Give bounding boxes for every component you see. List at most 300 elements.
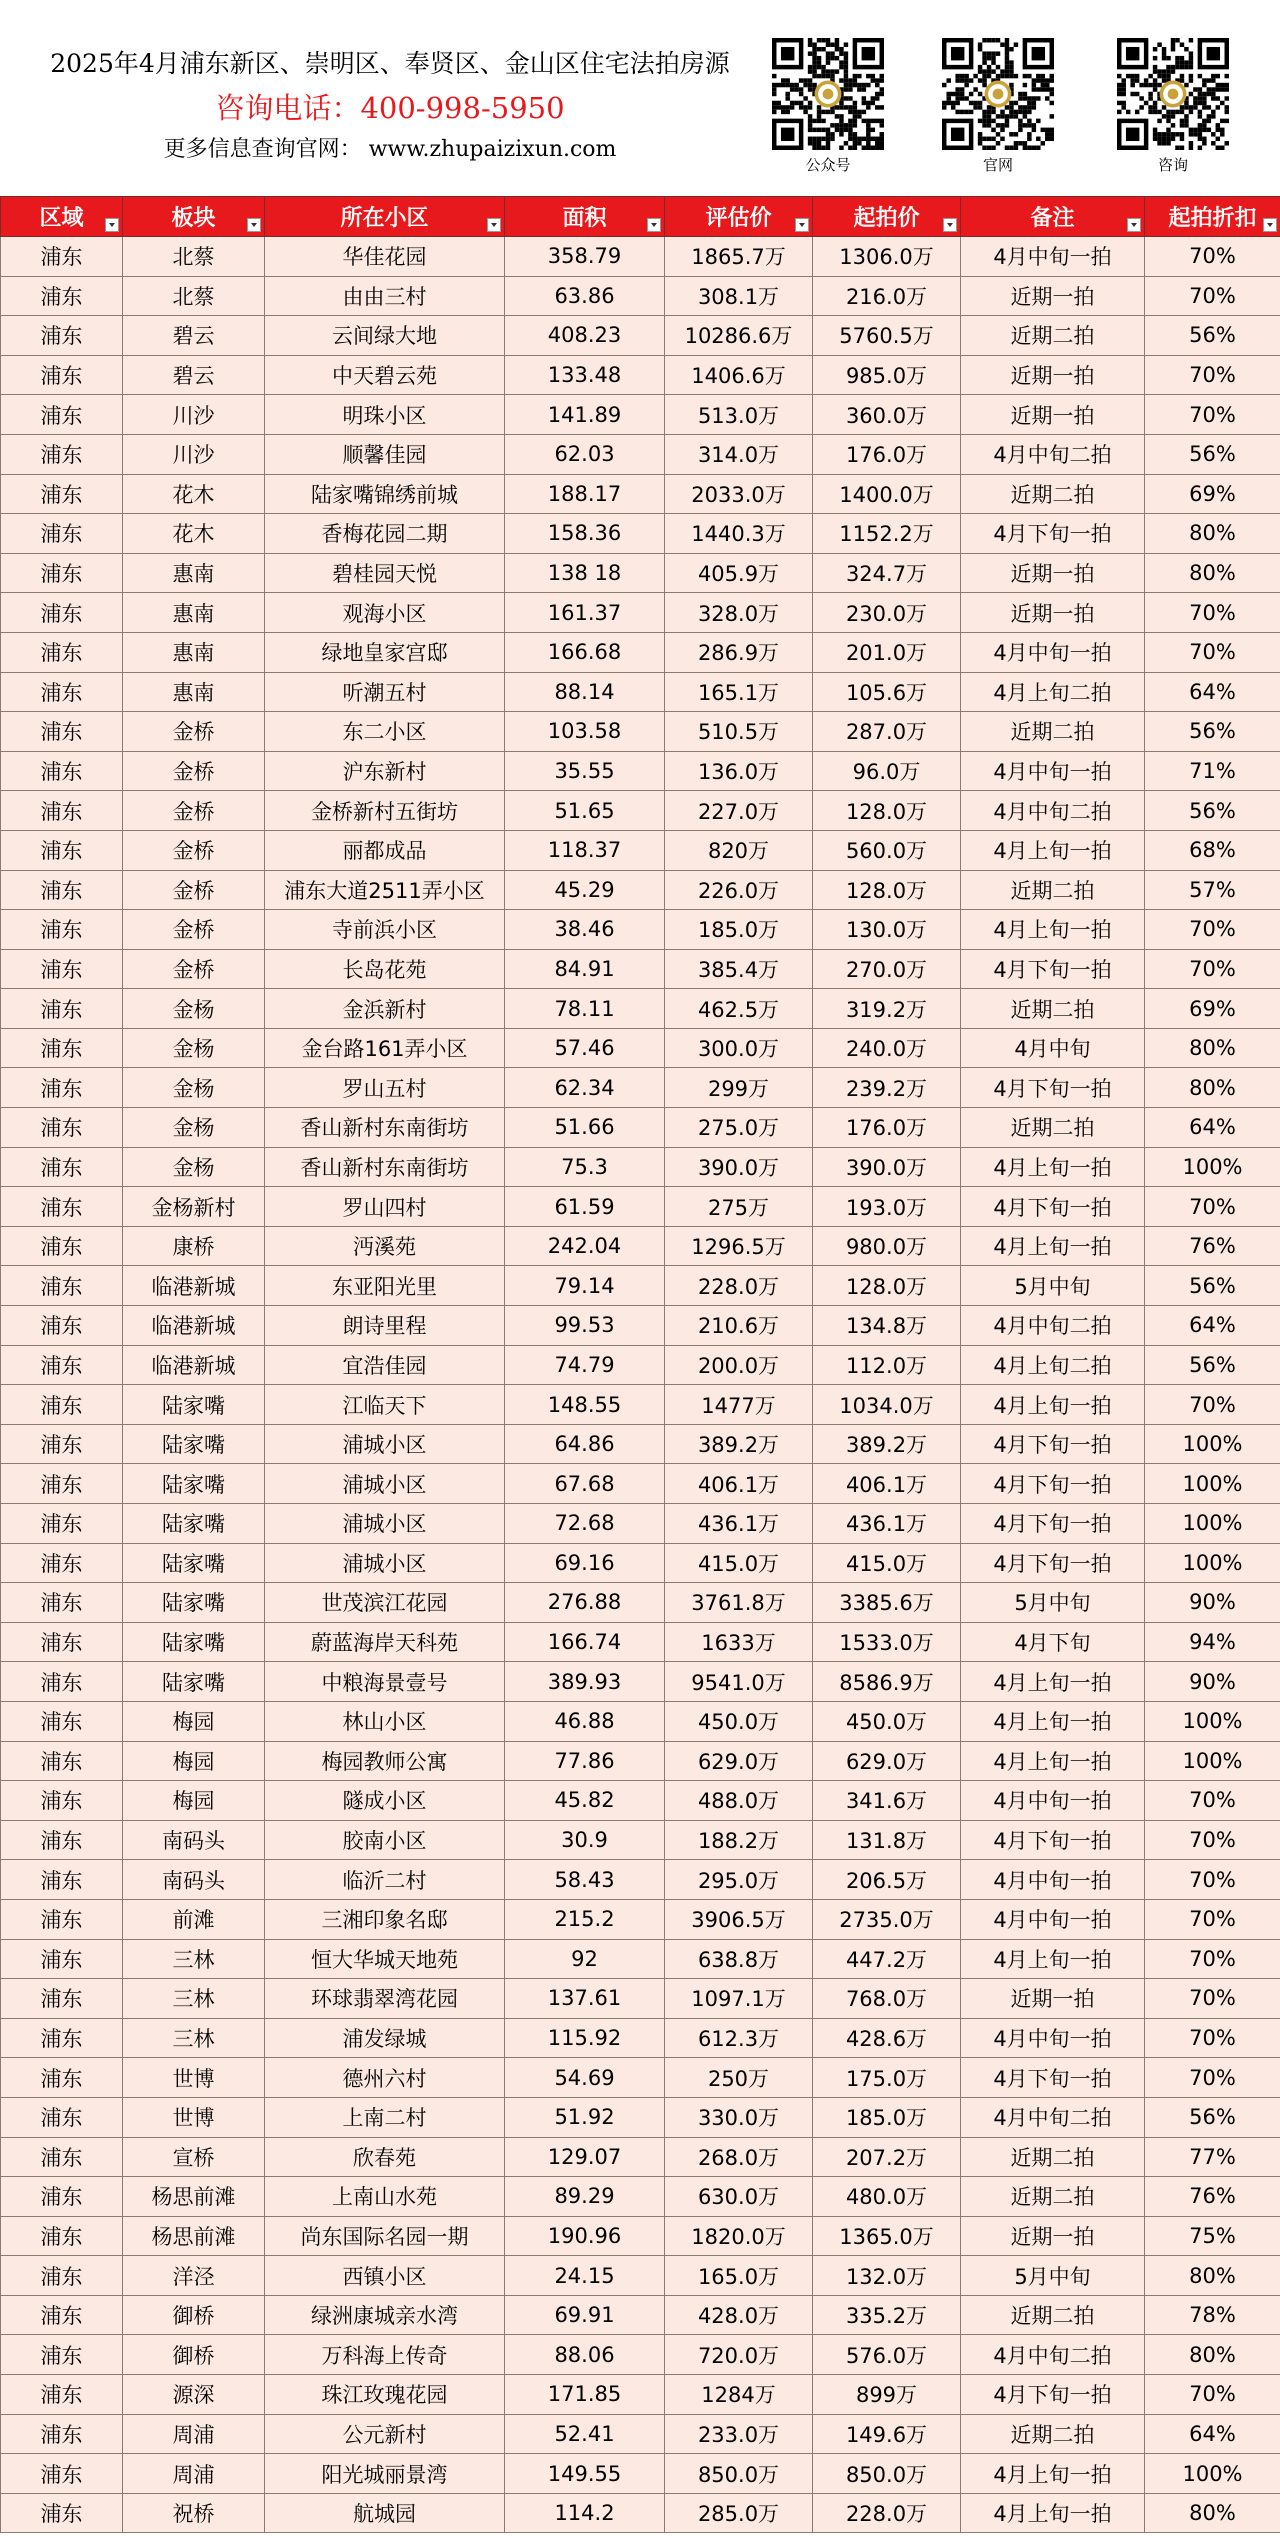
cell-note: 近期二拍 xyxy=(961,2295,1145,2335)
cell-community: 浦发绿城 xyxy=(265,2018,505,2058)
cell-size: 188.17 xyxy=(505,474,665,514)
cell-size: 45.82 xyxy=(505,1781,665,1821)
cell-note: 4月中旬 xyxy=(961,1028,1145,1068)
cell-appraisal: 1633万 xyxy=(665,1622,813,1662)
filter-dropdown-icon[interactable] xyxy=(105,218,119,232)
filter-dropdown-icon[interactable] xyxy=(1127,218,1141,232)
cell-area: 金桥 xyxy=(123,751,265,791)
cell-note: 近期二拍 xyxy=(961,2137,1145,2177)
column-header[interactable] xyxy=(961,197,1145,237)
cell-note: 4月中旬一拍 xyxy=(961,632,1145,672)
cell-start-price: 1365.0万 xyxy=(813,2216,961,2256)
filter-dropdown-icon[interactable] xyxy=(647,218,661,232)
cell-community: 阳光城丽景湾 xyxy=(265,2454,505,2494)
cell-note: 4月下旬 xyxy=(961,1622,1145,1662)
table-row[interactable] xyxy=(1,514,1280,554)
cell-community: 寺前浜小区 xyxy=(265,910,505,950)
cell-community: 梅园教师公寓 xyxy=(265,1741,505,1781)
cell-start-price: 130.0万 xyxy=(813,910,961,950)
cell-start-price: 415.0万 xyxy=(813,1543,961,1583)
cell-size: 52.41 xyxy=(505,2414,665,2454)
table-row[interactable] xyxy=(1,1939,1280,1979)
cell-note: 4月上旬一拍 xyxy=(961,910,1145,950)
cell-appraisal: 300.0万 xyxy=(665,1028,813,1068)
table-row[interactable] xyxy=(1,712,1280,752)
cell-district: 浦东 xyxy=(1,2414,123,2454)
table-row[interactable] xyxy=(1,830,1280,870)
cell-discount: 80% xyxy=(1145,553,1280,593)
cell-community: 宜浩佳园 xyxy=(265,1345,505,1385)
cell-discount: 70% xyxy=(1145,395,1280,435)
cell-area: 金杨 xyxy=(123,1068,265,1108)
table-row[interactable] xyxy=(1,672,1280,712)
cell-discount: 70% xyxy=(1145,1187,1280,1227)
cell-discount: 78% xyxy=(1145,2295,1280,2335)
cell-size: 148.55 xyxy=(505,1385,665,1425)
table-body xyxy=(1,237,1280,2533)
cell-community: 华佳花园 xyxy=(265,237,505,277)
cell-appraisal: 488.0万 xyxy=(665,1781,813,1821)
cell-area: 陆家嘴 xyxy=(123,1504,265,1544)
filter-dropdown-icon[interactable] xyxy=(487,218,501,232)
column-header[interactable] xyxy=(123,197,265,237)
cell-discount: 90% xyxy=(1145,1583,1280,1623)
cell-area: 三林 xyxy=(123,2018,265,2058)
cell-area: 陆家嘴 xyxy=(123,1385,265,1425)
cell-appraisal: 185.0万 xyxy=(665,910,813,950)
table-row[interactable] xyxy=(1,2295,1280,2335)
cell-size: 78.11 xyxy=(505,989,665,1029)
cell-start-price: 436.1万 xyxy=(813,1504,961,1544)
table-row[interactable] xyxy=(1,1226,1280,1266)
table-header-row xyxy=(1,197,1280,237)
cell-note: 4月下旬一拍 xyxy=(961,1068,1145,1108)
cell-size: 166.68 xyxy=(505,632,665,672)
cell-discount: 90% xyxy=(1145,1662,1280,1702)
table-row[interactable] xyxy=(1,2493,1280,2533)
cell-start-price: 240.0万 xyxy=(813,1028,961,1068)
cell-appraisal: 10286.6万 xyxy=(665,316,813,356)
cell-start-price: 105.6万 xyxy=(813,672,961,712)
table-row[interactable] xyxy=(1,632,1280,672)
cell-community: 浦城小区 xyxy=(265,1543,505,1583)
cell-district: 浦东 xyxy=(1,751,123,791)
cell-start-price: 480.0万 xyxy=(813,2177,961,2217)
table-row[interactable] xyxy=(1,1543,1280,1583)
cell-note: 近期一拍 xyxy=(961,355,1145,395)
cell-appraisal: 630.0万 xyxy=(665,2177,813,2217)
cell-community: 观海小区 xyxy=(265,593,505,633)
cell-district: 浦东 xyxy=(1,1979,123,2019)
table-row[interactable] xyxy=(1,2256,1280,2296)
cell-discount: 80% xyxy=(1145,2493,1280,2533)
table-row[interactable] xyxy=(1,2018,1280,2058)
cell-area: 南码头 xyxy=(123,1860,265,1900)
cell-note: 4月下旬一拍 xyxy=(961,949,1145,989)
cell-discount: 80% xyxy=(1145,1028,1280,1068)
cell-appraisal: 1284万 xyxy=(665,2375,813,2415)
cell-appraisal: 314.0万 xyxy=(665,434,813,474)
cell-discount: 100% xyxy=(1145,1147,1280,1187)
cell-district: 浦东 xyxy=(1,2137,123,2177)
table-row[interactable] xyxy=(1,474,1280,514)
cell-area: 川沙 xyxy=(123,395,265,435)
cell-appraisal: 820万 xyxy=(665,830,813,870)
qr-caption: 公众号 xyxy=(805,156,851,174)
qr-caption: 官网 xyxy=(982,156,1013,174)
cell-start-price: 216.0万 xyxy=(813,276,961,316)
cell-size: 358.79 xyxy=(505,237,665,277)
column-header-label: 所在小区 xyxy=(340,206,429,231)
table-row[interactable] xyxy=(1,1899,1280,1939)
cell-start-price: 128.0万 xyxy=(813,870,961,910)
cell-note: 4月上旬一拍 xyxy=(961,1662,1145,1702)
cell-district: 浦东 xyxy=(1,2177,123,2217)
cell-district: 浦东 xyxy=(1,791,123,831)
cell-discount: 70% xyxy=(1145,949,1280,989)
cell-area: 临港新城 xyxy=(123,1306,265,1346)
cell-community: 绿地皇家宫邸 xyxy=(265,632,505,672)
cell-district: 浦东 xyxy=(1,1899,123,1939)
cell-size: 99.53 xyxy=(505,1306,665,1346)
cell-area: 惠南 xyxy=(123,632,265,672)
cell-discount: 70% xyxy=(1145,2018,1280,2058)
cell-district: 浦东 xyxy=(1,434,123,474)
cell-discount: 56% xyxy=(1145,1345,1280,1385)
table-row[interactable] xyxy=(1,1028,1280,1068)
cell-start-price: 193.0万 xyxy=(813,1187,961,1227)
cell-start-price: 1152.2万 xyxy=(813,514,961,554)
cell-appraisal: 285.0万 xyxy=(665,2493,813,2533)
cell-note: 4月上旬二拍 xyxy=(961,1345,1145,1385)
table-row[interactable] xyxy=(1,1306,1280,1346)
cell-discount: 70% xyxy=(1145,632,1280,672)
table-row[interactable] xyxy=(1,2216,1280,2256)
cell-discount: 70% xyxy=(1145,1939,1280,1979)
cell-district: 浦东 xyxy=(1,395,123,435)
cell-area: 梅园 xyxy=(123,1741,265,1781)
cell-note: 4月中旬二拍 xyxy=(961,791,1145,831)
cell-appraisal: 165.1万 xyxy=(665,672,813,712)
cell-appraisal: 250万 xyxy=(665,2058,813,2098)
cell-start-price: 390.0万 xyxy=(813,1147,961,1187)
table-row[interactable] xyxy=(1,1622,1280,1662)
table-row[interactable] xyxy=(1,1741,1280,1781)
cell-start-price: 1400.0万 xyxy=(813,474,961,514)
cell-community: 香山新村东南街坊 xyxy=(265,1147,505,1187)
cell-area: 源深 xyxy=(123,2375,265,2415)
table-row[interactable] xyxy=(1,791,1280,831)
cell-appraisal: 436.1万 xyxy=(665,1504,813,1544)
cell-start-price: 149.6万 xyxy=(813,2414,961,2454)
cell-appraisal: 299万 xyxy=(665,1068,813,1108)
qr-consult[interactable] xyxy=(1117,38,1229,175)
column-header[interactable] xyxy=(665,197,813,237)
cell-community: 金桥新村五街坊 xyxy=(265,791,505,831)
cell-community: 德州六村 xyxy=(265,2058,505,2098)
cell-appraisal: 275.0万 xyxy=(665,1108,813,1148)
cell-community: 顺馨佳园 xyxy=(265,434,505,474)
cell-community: 云间绿大地 xyxy=(265,316,505,356)
cell-start-price: 228.0万 xyxy=(813,2493,961,2533)
cell-start-price: 176.0万 xyxy=(813,434,961,474)
cell-size: 161.37 xyxy=(505,593,665,633)
cell-note: 4月上旬一拍 xyxy=(961,2493,1145,2533)
cell-note: 4月下旬一拍 xyxy=(961,1820,1145,1860)
cell-community: 明珠小区 xyxy=(265,395,505,435)
table-row[interactable] xyxy=(1,870,1280,910)
cell-discount: 70% xyxy=(1145,1979,1280,2019)
cell-size: 69.16 xyxy=(505,1543,665,1583)
cell-discount: 70% xyxy=(1145,1860,1280,1900)
column-header-label: 板块 xyxy=(171,206,216,231)
table-row[interactable] xyxy=(1,1781,1280,1821)
cell-size: 141.89 xyxy=(505,395,665,435)
cell-start-price: 850.0万 xyxy=(813,2454,961,2494)
cell-appraisal: 210.6万 xyxy=(665,1306,813,1346)
table-row[interactable] xyxy=(1,910,1280,950)
cell-size: 88.14 xyxy=(505,672,665,712)
table-row[interactable] xyxy=(1,237,1280,277)
table-row[interactable] xyxy=(1,395,1280,435)
table-row[interactable] xyxy=(1,1108,1280,1148)
cell-size: 35.55 xyxy=(505,751,665,791)
table-row[interactable] xyxy=(1,2177,1280,2217)
cell-note: 4月上旬一拍 xyxy=(961,830,1145,870)
table-row[interactable] xyxy=(1,751,1280,791)
cell-district: 浦东 xyxy=(1,1464,123,1504)
table-row[interactable] xyxy=(1,989,1280,1029)
cell-district: 浦东 xyxy=(1,2335,123,2375)
table-row[interactable] xyxy=(1,1860,1280,1900)
table-row[interactable] xyxy=(1,1583,1280,1623)
cell-start-price: 1034.0万 xyxy=(813,1385,961,1425)
table-row[interactable] xyxy=(1,2375,1280,2415)
cell-size: 92 xyxy=(505,1939,665,1979)
column-header[interactable] xyxy=(813,197,961,237)
table-row[interactable] xyxy=(1,1504,1280,1544)
cell-start-price: 287.0万 xyxy=(813,712,961,752)
cell-community: 香梅花园二期 xyxy=(265,514,505,554)
cell-district: 浦东 xyxy=(1,553,123,593)
table-row[interactable] xyxy=(1,1424,1280,1464)
cell-size: 88.06 xyxy=(505,2335,665,2375)
cell-discount: 80% xyxy=(1145,514,1280,554)
cell-discount: 70% xyxy=(1145,355,1280,395)
cell-area: 陆家嘴 xyxy=(123,1464,265,1504)
cell-discount: 56% xyxy=(1145,712,1280,752)
cell-community: 公元新村 xyxy=(265,2414,505,2454)
cell-discount: 56% xyxy=(1145,434,1280,474)
cell-district: 浦东 xyxy=(1,2097,123,2137)
cell-area: 金桥 xyxy=(123,870,265,910)
cell-district: 浦东 xyxy=(1,355,123,395)
filter-dropdown-icon[interactable] xyxy=(943,218,957,232)
table-row[interactable] xyxy=(1,1187,1280,1227)
cell-district: 浦东 xyxy=(1,1226,123,1266)
filter-dropdown-icon[interactable] xyxy=(1263,218,1277,232)
cell-size: 103.58 xyxy=(505,712,665,752)
cell-appraisal: 406.1万 xyxy=(665,1464,813,1504)
cell-start-price: 207.2万 xyxy=(813,2137,961,2177)
cell-appraisal: 720.0万 xyxy=(665,2335,813,2375)
column-header[interactable] xyxy=(1,197,123,237)
cell-start-price: 128.0万 xyxy=(813,791,961,831)
cell-district: 浦东 xyxy=(1,1345,123,1385)
cell-appraisal: 462.5万 xyxy=(665,989,813,1029)
table-row[interactable] xyxy=(1,1266,1280,1306)
table-row[interactable] xyxy=(1,2454,1280,2494)
table-row[interactable] xyxy=(1,1820,1280,1860)
table-row[interactable] xyxy=(1,2097,1280,2137)
column-header-label: 起拍价 xyxy=(853,206,920,231)
cell-note: 近期二拍 xyxy=(961,2414,1145,2454)
cell-area: 陆家嘴 xyxy=(123,1583,265,1623)
cell-note: 4月上旬一拍 xyxy=(961,1741,1145,1781)
cell-appraisal: 1406.6万 xyxy=(665,355,813,395)
cell-size: 118.37 xyxy=(505,830,665,870)
cell-district: 浦东 xyxy=(1,2295,123,2335)
cell-appraisal: 612.3万 xyxy=(665,2018,813,2058)
cell-start-price: 335.2万 xyxy=(813,2295,961,2335)
cell-area: 惠南 xyxy=(123,672,265,712)
cell-district: 浦东 xyxy=(1,910,123,950)
cell-start-price: 176.0万 xyxy=(813,1108,961,1148)
cell-start-price: 389.2万 xyxy=(813,1424,961,1464)
cell-area: 临港新城 xyxy=(123,1345,265,1385)
cell-start-price: 96.0万 xyxy=(813,751,961,791)
cell-discount: 76% xyxy=(1145,2177,1280,2217)
cell-area: 周浦 xyxy=(123,2454,265,2494)
cell-start-price: 2735.0万 xyxy=(813,1899,961,1939)
cell-appraisal: 227.0万 xyxy=(665,791,813,831)
cell-area: 金桥 xyxy=(123,830,265,870)
cell-discount: 80% xyxy=(1145,1068,1280,1108)
column-header[interactable] xyxy=(1145,197,1280,237)
table-row[interactable] xyxy=(1,593,1280,633)
cell-district: 浦东 xyxy=(1,1543,123,1583)
cell-appraisal: 1820.0万 xyxy=(665,2216,813,2256)
cell-note: 4月中旬一拍 xyxy=(961,2018,1145,2058)
cell-size: 129.07 xyxy=(505,2137,665,2177)
cell-note: 4月中旬一拍 xyxy=(961,237,1145,277)
cell-community: 三湘印象名邸 xyxy=(265,1899,505,1939)
cell-community: 朗诗里程 xyxy=(265,1306,505,1346)
cell-community: 绿洲康城亲水湾 xyxy=(265,2295,505,2335)
table-row[interactable] xyxy=(1,2335,1280,2375)
filter-dropdown-icon[interactable] xyxy=(247,218,261,232)
qr-website[interactable] xyxy=(942,38,1054,175)
table-row[interactable] xyxy=(1,1147,1280,1187)
cell-note: 4月上旬一拍 xyxy=(961,1385,1145,1425)
table-row[interactable] xyxy=(1,316,1280,356)
cell-note: 4月下旬一拍 xyxy=(961,1464,1145,1504)
cell-start-price: 230.0万 xyxy=(813,593,961,633)
table-row[interactable] xyxy=(1,2414,1280,2454)
cell-district: 浦东 xyxy=(1,830,123,870)
table-row[interactable] xyxy=(1,1464,1280,1504)
cell-discount: 94% xyxy=(1145,1622,1280,1662)
table-row[interactable] xyxy=(1,949,1280,989)
cell-start-price: 175.0万 xyxy=(813,2058,961,2098)
cell-community: 航城园 xyxy=(265,2493,505,2533)
table-row[interactable] xyxy=(1,2137,1280,2177)
column-header[interactable] xyxy=(265,197,505,237)
cell-district: 浦东 xyxy=(1,1701,123,1741)
cell-appraisal: 200.0万 xyxy=(665,1345,813,1385)
cell-size: 84.91 xyxy=(505,949,665,989)
qr-wechat[interactable] xyxy=(772,38,884,175)
cell-discount: 100% xyxy=(1145,1424,1280,1464)
cell-note: 4月中旬一拍 xyxy=(961,1860,1145,1900)
cell-community: 金浜新村 xyxy=(265,989,505,1029)
cell-note: 4月下旬一拍 xyxy=(961,2058,1145,2098)
cell-size: 115.92 xyxy=(505,2018,665,2058)
table-row[interactable] xyxy=(1,1345,1280,1385)
cell-note: 近期一拍 xyxy=(961,2216,1145,2256)
table-row[interactable] xyxy=(1,2058,1280,2098)
cell-appraisal: 328.0万 xyxy=(665,593,813,633)
cell-start-price: 576.0万 xyxy=(813,2335,961,2375)
cell-community: 听潮五村 xyxy=(265,672,505,712)
table-row[interactable] xyxy=(1,1662,1280,1702)
cell-start-price: 985.0万 xyxy=(813,355,961,395)
cell-community: 东二小区 xyxy=(265,712,505,752)
cell-size: 63.86 xyxy=(505,276,665,316)
cell-area: 洋泾 xyxy=(123,2256,265,2296)
cell-community: 隧成小区 xyxy=(265,1781,505,1821)
cell-note: 4月中旬一拍 xyxy=(961,751,1145,791)
cell-size: 389.93 xyxy=(505,1662,665,1702)
cell-size: 62.03 xyxy=(505,434,665,474)
cell-appraisal: 228.0万 xyxy=(665,1266,813,1306)
table-row[interactable] xyxy=(1,1068,1280,1108)
cell-community: 西镇小区 xyxy=(265,2256,505,2296)
column-header-label: 区域 xyxy=(39,206,84,231)
table-row[interactable] xyxy=(1,276,1280,316)
cell-appraisal: 1865.7万 xyxy=(665,237,813,277)
cell-area: 陆家嘴 xyxy=(123,1662,265,1702)
table-row[interactable] xyxy=(1,553,1280,593)
table-row[interactable] xyxy=(1,1701,1280,1741)
cell-note: 4月下旬一拍 xyxy=(961,1187,1145,1227)
table-row[interactable] xyxy=(1,1385,1280,1425)
cell-size: 69.91 xyxy=(505,2295,665,2335)
cell-appraisal: 268.0万 xyxy=(665,2137,813,2177)
cell-note: 近期一拍 xyxy=(961,395,1145,435)
table-row[interactable] xyxy=(1,1979,1280,2019)
cell-community: 尚东国际名园一期 xyxy=(265,2216,505,2256)
cell-size: 166.74 xyxy=(505,1622,665,1662)
cell-discount: 100% xyxy=(1145,2454,1280,2494)
cell-size: 242.04 xyxy=(505,1226,665,1266)
cell-area: 陆家嘴 xyxy=(123,1543,265,1583)
cell-note: 4月中旬二拍 xyxy=(961,2097,1145,2137)
cell-note: 4月上旬一拍 xyxy=(961,1939,1145,1979)
cell-start-price: 319.2万 xyxy=(813,989,961,1029)
cell-district: 浦东 xyxy=(1,632,123,672)
column-header[interactable] xyxy=(505,197,665,237)
cell-note: 近期二拍 xyxy=(961,2177,1145,2217)
cell-discount: 56% xyxy=(1145,791,1280,831)
cell-district: 浦东 xyxy=(1,2058,123,2098)
table-row[interactable] xyxy=(1,355,1280,395)
filter-dropdown-icon[interactable] xyxy=(795,218,809,232)
cell-district: 浦东 xyxy=(1,2216,123,2256)
table-row[interactable] xyxy=(1,434,1280,474)
cell-community: 上南山水苑 xyxy=(265,2177,505,2217)
cell-start-price: 1533.0万 xyxy=(813,1622,961,1662)
